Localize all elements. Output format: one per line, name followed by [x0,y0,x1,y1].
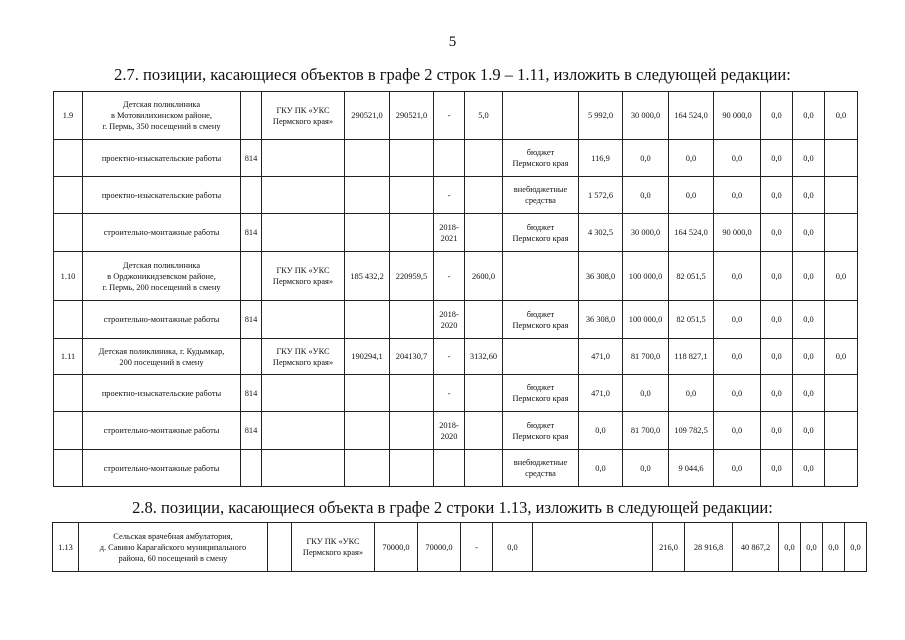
cell-estimated-cost: 70000,0 [375,523,418,572]
cell-code [241,450,262,487]
cell-year-amount-7: 0,0 [825,92,858,140]
cell-year-amount-6: 0,0 [793,375,825,412]
table-row [54,214,858,252]
cell-year-amount-2: 30 000,0 [623,214,669,252]
cell-year-amount-6: 0,0 [793,177,825,214]
cell-object-name: Детская поликлиника, г. Кудымкар, 200 посещений в смену [83,339,241,375]
cell-year-amount-4: 0,0 [714,177,761,214]
cell-capacity: 3132,60 [465,339,503,375]
cell-capacity [465,140,503,177]
cell-year-amount-6: 0,0 [823,523,845,572]
cell-capacity: 5,0 [465,92,503,140]
cell-code [241,92,262,140]
cell-year-amount-3: 40 867,2 [733,523,779,572]
cell-year-amount-2: 30 000,0 [623,92,669,140]
cell-period: - [434,92,465,140]
cell-capacity [465,177,503,214]
cell-row-number: 1.13 [53,523,79,572]
cell-object-name: строительно-монтажные работы [83,450,241,487]
cell-year-amount-2: 81 700,0 [623,339,669,375]
cell-year-amount-3: 118 827,1 [669,339,714,375]
cell-customer: ГКУ ПК «УКС Пермского края» [262,92,345,140]
cell-estimated-cost [345,450,390,487]
cell-funding-source: бюджет Пермского края [503,412,579,450]
cell-year-amount-3: 82 051,5 [669,301,714,339]
cell-estimated-cost-current [390,214,434,252]
cell-year-amount-6: 0,0 [793,92,825,140]
page-number: 5 [448,34,457,50]
cell-period: - [434,252,465,301]
cell-year-amount-2: 100 000,0 [623,252,669,301]
cell-funding-source [503,92,579,140]
cell-code [268,523,292,572]
table-row [54,92,858,140]
cell-capacity [465,375,503,412]
cell-customer: ГКУ ПК «УКС Пермского края» [262,252,345,301]
cell-year-amount-3: 164 524,0 [669,92,714,140]
cell-object-name: проектно-изыскательские работы [83,375,241,412]
cell-year-amount-3: 82 051,5 [669,252,714,301]
cell-year-amount-5: 0,0 [761,301,793,339]
cell-funding-source: внебюджетные средства [503,450,579,487]
cell-year-amount-5: 0,0 [761,92,793,140]
cell-capacity [465,412,503,450]
cell-object-name: проектно-изыскательские работы [83,140,241,177]
cell-year-amount-1: 0,0 [579,450,623,487]
cell-year-amount-2: 100 000,0 [623,301,669,339]
cell-customer: ГКУ ПК «УКС Пермского края» [262,339,345,375]
cell-estimated-cost-current [390,375,434,412]
cell-year-amount-6: 0,0 [793,450,825,487]
cell-funding-source [533,523,653,572]
cell-year-amount-1: 116,9 [579,140,623,177]
cell-customer [262,375,345,412]
cell-year-amount-5: 0,0 [761,339,793,375]
cell-year-amount-3: 9 044,6 [669,450,714,487]
cell-estimated-cost [345,301,390,339]
cell-year-amount-2: 0,0 [623,375,669,412]
cell-customer [262,301,345,339]
cell-object-name: строительно-монтажные работы [83,412,241,450]
cell-estimated-cost-current [390,140,434,177]
cell-capacity: 2600,0 [465,252,503,301]
cell-funding-source: внебюджетные средства [503,177,579,214]
cell-capacity [465,450,503,487]
cell-year-amount-1: 1 572,6 [579,177,623,214]
cell-year-amount-5: 0,0 [761,177,793,214]
cell-year-amount-5: 0,0 [801,523,823,572]
cell-customer: ГКУ ПК «УКС Пермского края» [292,523,375,572]
cell-code: 814 [241,412,262,450]
cell-customer [262,450,345,487]
cell-row-number [54,140,83,177]
cell-period: 2018- 2020 [434,412,465,450]
cell-year-amount-4: 0,0 [779,523,801,572]
cell-estimated-cost [345,214,390,252]
cell-capacity [465,301,503,339]
cell-period: 2018- 2021 [434,214,465,252]
cell-year-amount-6: 0,0 [793,339,825,375]
cell-capacity: 0,0 [493,523,533,572]
cell-year-amount-5: 0,0 [761,450,793,487]
section-heading-2-7: 2.7. позиции, касающиеся объектов в графе 2 строк 1.9 – 1.11, изложить в следующей редакции: [114,65,791,84]
cell-year-amount-1: 36 308,0 [579,301,623,339]
cell-year-amount-1: 471,0 [579,375,623,412]
cell-row-number: 1.9 [54,92,83,140]
cell-period: 2018- 2020 [434,301,465,339]
cell-funding-source: бюджет Пермского края [503,140,579,177]
cell-estimated-cost-current: 70000,0 [418,523,461,572]
cell-object-name: Детская поликлиника в Мотовилихинском районе, г. Пермь, 350 посещений в смену [83,92,241,140]
cell-year-amount-7 [825,412,858,450]
cell-customer [262,412,345,450]
cell-year-amount-4: 90 000,0 [714,92,761,140]
cell-customer [262,177,345,214]
table-row [54,140,858,177]
cell-estimated-cost: 185 432,2 [345,252,390,301]
cell-year-amount-4: 90 000,0 [714,214,761,252]
cell-year-amount-7: 0,0 [825,339,858,375]
cell-year-amount-7 [825,140,858,177]
cell-year-amount-3: 164 524,0 [669,214,714,252]
cell-estimated-cost-current: 290521,0 [390,92,434,140]
objects-table-2 [52,522,867,572]
cell-funding-source [503,339,579,375]
cell-year-amount-2: 0,0 [623,140,669,177]
cell-funding-source: бюджет Пермского края [503,301,579,339]
cell-funding-source [503,252,579,301]
cell-object-name: Сельская врачебная амбулатория, д. Савино Карагайского муниципального района, 60 посещений в смену [79,523,268,572]
cell-period: - [434,339,465,375]
cell-code: 814 [241,140,262,177]
cell-estimated-cost [345,375,390,412]
cell-year-amount-2: 0,0 [623,450,669,487]
cell-row-number [54,301,83,339]
cell-year-amount-3: 0,0 [669,375,714,412]
cell-code [241,339,262,375]
cell-year-amount-7 [825,177,858,214]
cell-year-amount-1: 0,0 [579,412,623,450]
table-row [54,339,858,375]
section-heading-2-8: 2.8. позиции, касающиеся объекта в графе 2 строки 1.13, изложить в следующей редакции: [132,498,773,517]
cell-code [241,177,262,214]
cell-year-amount-5: 0,0 [761,214,793,252]
table-row [54,177,858,214]
table-row [54,301,858,339]
cell-object-name: Детская поликлиника в Орджоникидзевском районе, г. Пермь, 200 посещений в смену [83,252,241,301]
cell-year-amount-5: 0,0 [761,412,793,450]
cell-object-name: строительно-монтажные работы [83,214,241,252]
cell-row-number: 1.11 [54,339,83,375]
cell-code: 814 [241,214,262,252]
objects-table-1 [53,91,858,487]
cell-row-number [54,375,83,412]
table-row [54,450,858,487]
cell-code: 814 [241,375,262,412]
cell-period [434,140,465,177]
cell-year-amount-4: 0,0 [714,252,761,301]
cell-estimated-cost: 190294,1 [345,339,390,375]
cell-estimated-cost-current [390,301,434,339]
cell-estimated-cost: 290521,0 [345,92,390,140]
table-row [54,375,858,412]
table-row [53,523,867,572]
cell-year-amount-6: 0,0 [793,301,825,339]
cell-object-name: проектно-изыскательские работы [83,177,241,214]
cell-period: - [434,177,465,214]
cell-year-amount-6: 0,0 [793,214,825,252]
cell-year-amount-7: 0,0 [825,252,858,301]
cell-estimated-cost-current [390,412,434,450]
cell-year-amount-2: 0,0 [623,177,669,214]
cell-object-name: строительно-монтажные работы [83,301,241,339]
cell-year-amount-2: 28 916,8 [685,523,733,572]
cell-estimated-cost-current [390,450,434,487]
cell-year-amount-1: 216,0 [653,523,685,572]
cell-period: - [461,523,493,572]
cell-row-number [54,450,83,487]
cell-year-amount-3: 109 782,5 [669,412,714,450]
cell-year-amount-4: 0,0 [714,412,761,450]
cell-year-amount-6: 0,0 [793,140,825,177]
cell-customer [262,214,345,252]
cell-capacity [465,214,503,252]
cell-year-amount-7 [825,301,858,339]
cell-year-amount-5: 0,0 [761,375,793,412]
cell-estimated-cost-current: 220959,5 [390,252,434,301]
cell-year-amount-4: 0,0 [714,339,761,375]
cell-funding-source: бюджет Пермского края [503,214,579,252]
cell-year-amount-5: 0,0 [761,140,793,177]
cell-year-amount-7 [825,450,858,487]
cell-estimated-cost [345,177,390,214]
cell-year-amount-3: 0,0 [669,177,714,214]
cell-year-amount-7 [825,214,858,252]
cell-year-amount-2: 81 700,0 [623,412,669,450]
cell-estimated-cost [345,140,390,177]
cell-funding-source: бюджет Пермского края [503,375,579,412]
cell-year-amount-7 [825,375,858,412]
cell-estimated-cost-current [390,177,434,214]
cell-row-number [54,412,83,450]
cell-year-amount-6: 0,0 [793,252,825,301]
cell-estimated-cost [345,412,390,450]
cell-year-amount-1: 5 992,0 [579,92,623,140]
cell-row-number [54,177,83,214]
cell-customer [262,140,345,177]
cell-year-amount-1: 4 302,5 [579,214,623,252]
cell-year-amount-4: 0,0 [714,140,761,177]
cell-year-amount-3: 0,0 [669,140,714,177]
cell-row-number [54,214,83,252]
cell-year-amount-1: 36 308,0 [579,252,623,301]
cell-year-amount-4: 0,0 [714,450,761,487]
cell-period [434,450,465,487]
cell-estimated-cost-current: 204130,7 [390,339,434,375]
table-row [54,412,858,450]
cell-period: - [434,375,465,412]
cell-year-amount-4: 0,0 [714,375,761,412]
cell-code: 814 [241,301,262,339]
table-row [54,252,858,301]
cell-year-amount-1: 471,0 [579,339,623,375]
cell-year-amount-4: 0,0 [714,301,761,339]
cell-code [241,252,262,301]
cell-row-number: 1.10 [54,252,83,301]
cell-year-amount-6: 0,0 [793,412,825,450]
cell-year-amount-5: 0,0 [761,252,793,301]
cell-year-amount-7: 0,0 [845,523,867,572]
